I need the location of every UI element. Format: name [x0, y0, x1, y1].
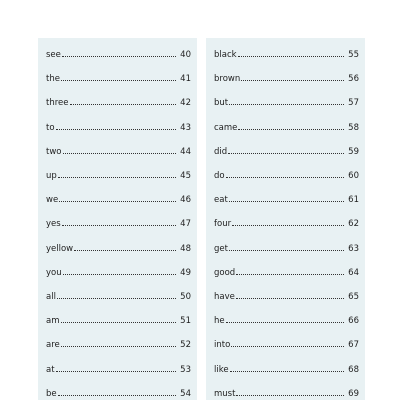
dot-leader [238, 129, 344, 130]
dot-leader [229, 201, 344, 202]
index-entry [46, 141, 191, 157]
index-word: to [46, 122, 55, 133]
index-entry [46, 383, 191, 399]
index-word: good [214, 267, 236, 278]
index-entry [46, 44, 191, 60]
dot-leader [62, 225, 176, 226]
index-page-number: 51 [180, 316, 191, 327]
index-column-left [38, 38, 197, 400]
index-entry [46, 310, 191, 326]
index-page-number: 60 [348, 171, 359, 181]
index-page-number: 67 [348, 340, 359, 351]
index-page-number: 41 [180, 74, 191, 85]
dot-leader [229, 250, 344, 251]
index-word: like [214, 364, 229, 375]
index-word: be [46, 388, 57, 399]
dot-leader [63, 153, 177, 154]
index-page-number: 47 [180, 219, 191, 230]
index-page-number: 52 [180, 340, 191, 351]
index-page-number: 65 [348, 292, 359, 302]
index-page-number: 40 [180, 50, 191, 60]
index-entry [46, 262, 191, 278]
dot-leader [236, 395, 344, 396]
dot-leader [229, 104, 344, 105]
index-page-number: 43 [180, 122, 191, 133]
dot-leader [58, 395, 176, 396]
index-word: up [46, 171, 57, 181]
index-page-number: 58 [348, 122, 359, 133]
dot-leader [236, 298, 344, 299]
index-entry [46, 68, 191, 84]
index-word: four [214, 219, 232, 230]
index-entry [214, 92, 359, 108]
dot-leader [74, 250, 176, 251]
index-entry [46, 189, 191, 205]
index-entry [214, 286, 359, 302]
index-entry [214, 165, 359, 181]
dot-leader [59, 201, 176, 202]
index-entry [214, 238, 359, 254]
dot-leader [70, 104, 177, 105]
index-page-number: 49 [180, 267, 191, 278]
index-entry [46, 238, 191, 254]
index-page-number: 62 [348, 219, 359, 230]
index-entry [46, 334, 191, 350]
index-entry [214, 310, 359, 326]
index-entry [214, 141, 359, 157]
dot-leader [58, 177, 176, 178]
dot-leader [226, 322, 344, 323]
dot-leader [63, 274, 176, 275]
index-entry [214, 213, 359, 229]
dot-leader [62, 56, 176, 57]
index-page-number: 69 [348, 388, 359, 399]
index-word: all [46, 292, 56, 302]
index-page-number: 54 [180, 388, 191, 399]
dot-leader [238, 56, 344, 57]
index-entry [214, 334, 359, 350]
index-word: am [46, 316, 60, 327]
index-word: see [46, 50, 61, 60]
index-page-number: 61 [348, 195, 359, 206]
index-page-number: 56 [348, 74, 359, 85]
index-page-number: 50 [180, 292, 191, 302]
index-entry [214, 117, 359, 133]
index-word: you [46, 267, 62, 278]
index-page-number: 42 [180, 98, 191, 109]
index-word: yes [46, 219, 61, 230]
index-word: we [46, 195, 59, 206]
index-word: are [46, 340, 60, 351]
index-entry [214, 383, 359, 399]
dot-leader [226, 177, 344, 178]
dot-leader [61, 80, 176, 81]
index-word: the [46, 74, 60, 85]
index-entry [46, 117, 191, 133]
index-page-number: 63 [348, 243, 359, 254]
dot-leader [228, 153, 344, 154]
index-word: but [214, 98, 229, 109]
index-page-number: 68 [348, 364, 359, 375]
index-entry [46, 92, 191, 108]
index-word: black [214, 50, 237, 60]
index-entry [46, 213, 191, 229]
index-entry [46, 165, 191, 181]
index-page-number: 45 [180, 171, 191, 181]
index-page-number: 46 [180, 195, 191, 206]
index-word: yellow [46, 243, 74, 254]
index-entry [46, 286, 191, 302]
index-page-number: 59 [348, 146, 359, 157]
index-entry [214, 44, 359, 60]
index-word: did [214, 146, 228, 157]
index-word: have [214, 292, 235, 302]
index-word: brown [214, 74, 241, 85]
dot-leader [230, 371, 344, 372]
index-word: at [46, 364, 55, 375]
index-page-number: 44 [180, 146, 191, 157]
dot-leader [61, 322, 177, 323]
index-word: he [214, 316, 225, 327]
index-page-number: 57 [348, 98, 359, 109]
dot-leader [236, 274, 344, 275]
dot-leader [232, 225, 344, 226]
index-page-number: 64 [348, 267, 359, 278]
dot-leader [56, 129, 176, 130]
index-entry [46, 359, 191, 375]
dot-leader [61, 346, 176, 347]
dot-leader [241, 80, 344, 81]
dot-leader [57, 298, 176, 299]
index-word: must [214, 388, 236, 399]
index-column-right [206, 38, 365, 400]
index-word: two [46, 146, 62, 157]
index-entry [214, 262, 359, 278]
index-word: do [214, 171, 225, 181]
index-entry [214, 189, 359, 205]
index-word: eat [214, 195, 228, 206]
index-word: get [214, 243, 228, 254]
index-page-number: 48 [180, 243, 191, 254]
dot-leader [231, 346, 344, 347]
index-word: three [46, 98, 69, 109]
index-entry [214, 359, 359, 375]
index-word: came [214, 122, 238, 133]
index-page-number: 66 [348, 316, 359, 327]
index-entry [214, 68, 359, 84]
index-page-number: 53 [180, 364, 191, 375]
index-word: into [214, 340, 231, 351]
dot-leader [56, 371, 176, 372]
index-page-number: 55 [348, 50, 359, 60]
